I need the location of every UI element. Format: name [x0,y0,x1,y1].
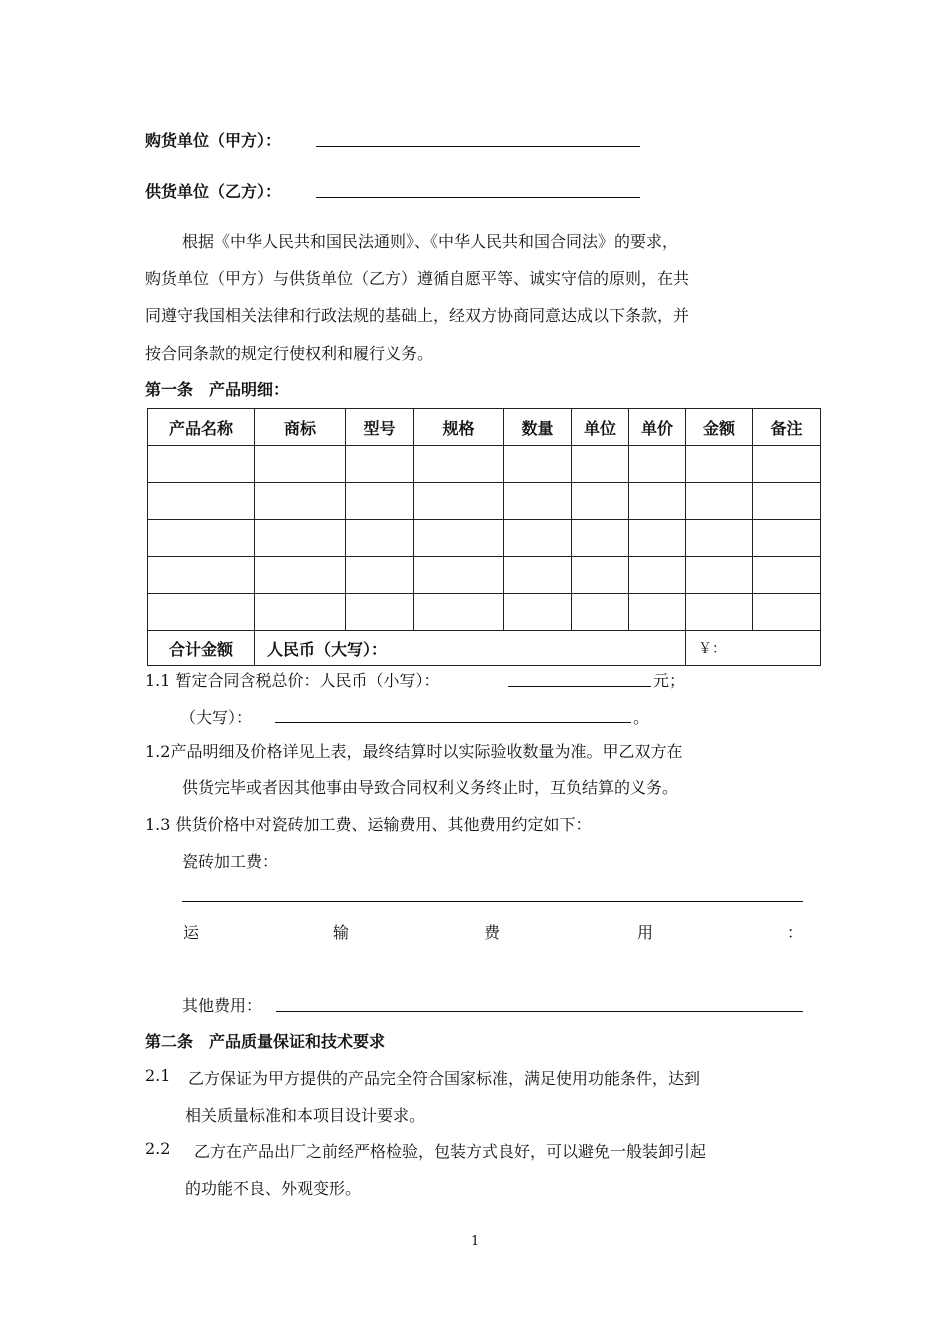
table-row [148,520,821,557]
transport-label-colon: ： [787,923,804,942]
buyer-field[interactable] [316,146,640,147]
other-fee-label: 其他费用： [182,996,263,1015]
table-cell[interactable] [414,520,504,557]
yen-field[interactable] [686,631,821,666]
table-row [148,594,821,631]
table-cell[interactable] [504,483,572,520]
table-cell[interactable] [629,520,686,557]
clause-1-1: 1.1 暂定合同含税总价：人民币（小写）： [145,671,440,690]
article2-title: 第二条 产品质量保证和技术要求 [145,1032,386,1051]
table-cell[interactable] [572,483,629,520]
clause-2-2-line-2: 的功能不良、外观变形。 [185,1179,362,1198]
tile-fee-field[interactable] [182,901,803,902]
transport-label-4: 用 [637,923,654,942]
clause-2-1-line-2: 相关质量标准和本项目设计要求。 [185,1106,426,1125]
clause-1-1-end: 。 [633,708,650,727]
tile-fee-label: 瓷砖加工费： [182,852,279,871]
table-header-row [148,409,821,446]
table-cell[interactable] [753,594,821,631]
table-row [148,557,821,594]
table-cell[interactable] [572,520,629,557]
clause-2-2-line-1: 乙方在产品出厂之前经严格检验，包装方式良好，可以避免一般装卸引起 [194,1142,707,1161]
table-cell[interactable] [255,557,346,594]
table-row [148,483,821,520]
table-cell[interactable] [629,446,686,483]
rmb-uppercase-field[interactable] [255,631,686,666]
table-cell[interactable] [753,520,821,557]
table-cell[interactable] [572,446,629,483]
col-header-brand: 商标 [255,409,346,446]
buyer-label: 购货单位（甲方）： [145,131,282,150]
intro-line-3: 同遵守我国相关法律和行政法规的基础上，经双方协商同意达成以下条款，并 [145,306,690,325]
table-cell[interactable] [255,483,346,520]
total-price-lowercase-field[interactable] [508,686,651,687]
article1-title: 第一条 产品明细： [145,380,290,399]
table-cell[interactable] [414,594,504,631]
clause-1-1-unit: 元； [653,671,686,690]
intro-line-2: 购货单位（甲方）与供货单位（乙方）遵循自愿平等、诚实守信的原则，在共 [145,269,690,288]
table-cell[interactable] [148,520,255,557]
table-cell[interactable] [504,557,572,594]
table-cell[interactable] [753,446,821,483]
table-cell[interactable] [148,557,255,594]
table-cell[interactable] [255,594,346,631]
page-number: 1 [471,1234,480,1249]
clause-1-2-line-2: 供货完毕或者因其他事由导致合同权利义务终止时，互负结算的义务。 [182,778,679,797]
table-cell[interactable] [414,557,504,594]
transport-label-2: 输 [333,923,350,942]
table-cell[interactable] [346,483,414,520]
col-header-product-name: 产品名称 [148,409,255,446]
clause-1-2-line-1: 1.2产品明细及价格详见上表，最终结算时以实际验收数量为准。甲乙双方在 [145,742,683,761]
table-cell[interactable] [255,520,346,557]
col-header-model: 型号 [346,409,414,446]
intro-line-4: 按合同条款的规定行使权利和履行义务。 [145,344,434,363]
supplier-field[interactable] [316,197,640,198]
table-cell[interactable] [148,594,255,631]
table-cell[interactable] [148,446,255,483]
table-cell[interactable] [346,446,414,483]
table-cell[interactable] [629,483,686,520]
product-table [147,408,821,666]
table-cell[interactable] [686,557,753,594]
table-cell[interactable] [346,594,414,631]
table-total-row [148,631,821,666]
table-cell[interactable] [504,594,572,631]
table-cell[interactable] [414,483,504,520]
table-cell[interactable] [686,446,753,483]
transport-label-1: 运 [183,923,200,942]
table-cell[interactable] [629,594,686,631]
table-cell[interactable] [753,557,821,594]
col-header-amount: 金额 [686,409,753,446]
col-header-unit-price: 单价 [629,409,686,446]
table-row [148,446,821,483]
table-cell[interactable] [148,483,255,520]
yen-label: ￥： [698,641,726,657]
table-cell[interactable] [629,557,686,594]
clause-2-2-number: 2.2 [145,1139,171,1158]
transport-label-3: 费 [484,923,501,942]
col-header-unit: 单位 [572,409,629,446]
clause-1-3: 1.3 供货价格中对瓷砖加工费、运输费用、其他费用约定如下： [145,815,592,834]
table-cell[interactable] [504,446,572,483]
table-cell[interactable] [346,520,414,557]
intro-line-1: 根据《中华人民共和国民法通则》、《中华人民共和国合同法》的要求， [182,232,679,251]
total-label: 合计金额 [148,631,255,666]
clause-1-1-daxie-label: （大写）： [180,708,253,727]
table-cell[interactable] [414,446,504,483]
supplier-label: 供货单位（乙方）： [145,182,282,201]
table-cell[interactable] [504,520,572,557]
clause-2-1-number: 2.1 [145,1066,171,1085]
col-header-remarks: 备注 [753,409,821,446]
rmb-uppercase-label: 人民币（大写）： [267,639,388,659]
table-cell[interactable] [686,483,753,520]
table-cell[interactable] [572,594,629,631]
col-header-spec: 规格 [414,409,504,446]
table-cell[interactable] [346,557,414,594]
table-cell[interactable] [572,557,629,594]
table-cell[interactable] [686,520,753,557]
clause-2-1-line-1: 乙方保证为甲方提供的产品完全符合国家标准，满足使用功能条件，达到 [188,1069,701,1088]
other-fee-field[interactable] [276,1011,803,1012]
col-header-quantity: 数量 [504,409,572,446]
table-cell[interactable] [753,483,821,520]
total-price-uppercase-field[interactable] [275,722,631,723]
table-cell[interactable] [686,594,753,631]
table-cell[interactable] [255,446,346,483]
